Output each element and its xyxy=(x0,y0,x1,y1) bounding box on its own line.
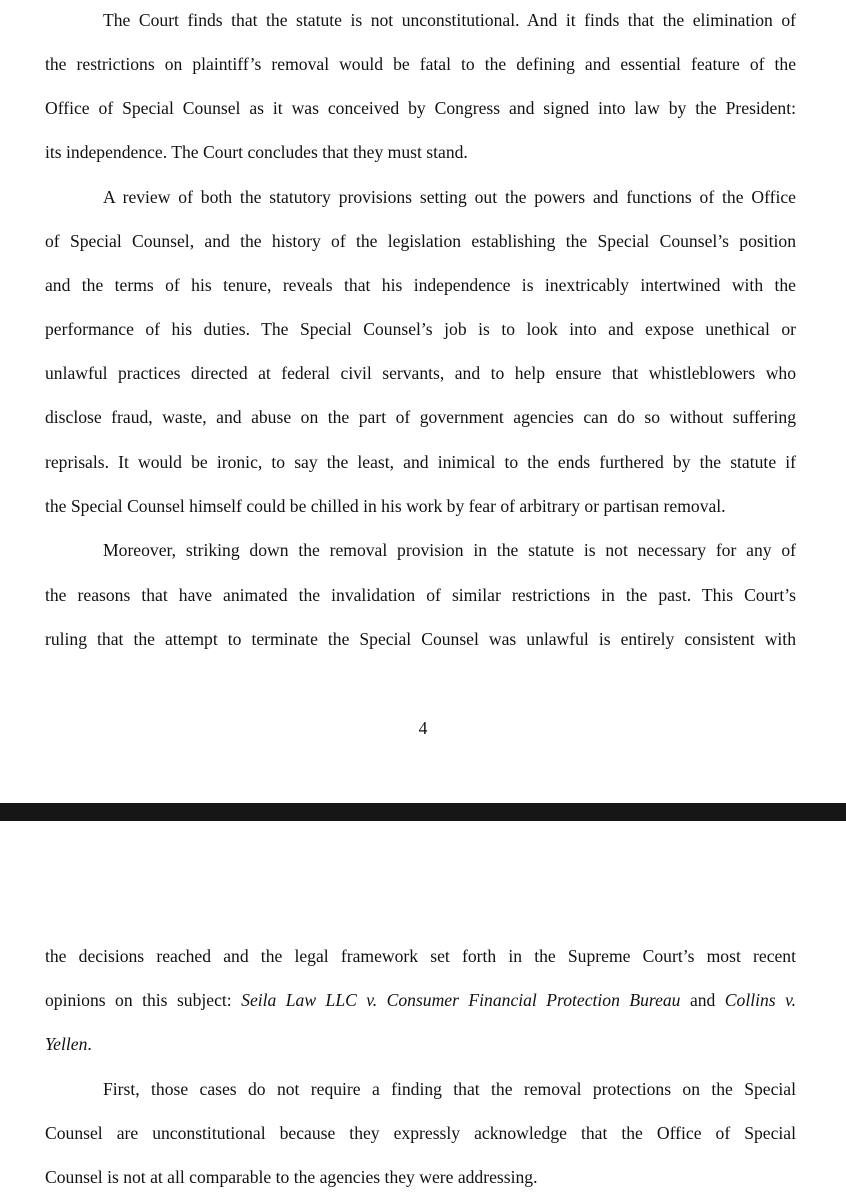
case-citation: Seila Law LLC v. Consumer Financial Protection Bureau xyxy=(241,990,681,1010)
text-line: and the terms of his tenure, reveals that his independence is inextricably intertwined with the xyxy=(45,275,796,295)
text-fragment: opinions on this subject: xyxy=(45,990,232,1010)
text-line: its independence. The Court concludes that they must stand. xyxy=(45,142,468,162)
text-fragment: and xyxy=(689,990,716,1010)
page-number: 4 xyxy=(418,718,428,738)
text-line: reprisals. It would be ironic, to say the least, and inimical to the ends furthered by the statute if xyxy=(45,452,796,472)
text-line: the reasons that have animated the invalidation of similar restrictions in the past. This Court’s xyxy=(45,585,796,605)
text-line: the Special Counsel himself could be chilled in his work by fear of arbitrary or partisan removal. xyxy=(45,496,726,516)
text-line: performance of his duties. The Special Counsel’s job is to look into and expose unethical or xyxy=(45,319,796,339)
text-line: of Special Counsel, and the history of the legislation establishing the Special Counsel’s position xyxy=(45,231,796,251)
page-divider xyxy=(0,803,846,821)
text-fragment: . xyxy=(87,1034,92,1054)
text-line: unlawful practices directed at federal civil servants, and to help ensure that whistleblowers who xyxy=(45,363,796,383)
text-line: Counsel are unconstitutional because they expressly acknowledge that the Office of Special xyxy=(45,1123,796,1143)
text-line: the restrictions on plaintiff’s removal would be fatal to the defining and essential feature of the xyxy=(45,54,796,74)
text-line: A review of both the statutory provisions setting out the powers and functions of the Office xyxy=(103,187,796,207)
text-line: Moreover, striking down the removal provision in the statute is not necessary for any of xyxy=(103,540,796,560)
text-line: ruling that the attempt to terminate the Special Counsel was unlawful is entirely consistent with xyxy=(45,629,796,649)
case-citation: Yellen xyxy=(45,1034,88,1054)
text-line-with-citations xyxy=(45,989,796,1011)
text-line xyxy=(45,1033,796,1055)
case-citation: Collins v. xyxy=(724,990,796,1010)
text-line: Office of Special Counsel as it was conceived by Congress and signed into law by the President: xyxy=(45,98,796,118)
text-line: The Court finds that the statute is not unconstitutional. And it finds that the elimination of xyxy=(103,10,796,30)
text-line: Counsel is not at all comparable to the agencies they were addressing. xyxy=(45,1167,538,1187)
text-line: First, those cases do not require a finding that the removal protections on the Special xyxy=(103,1079,796,1099)
text-line: disclose fraud, waste, and abuse on the part of government agencies can do so without suffering xyxy=(45,407,796,427)
text-line: the decisions reached and the legal framework set forth in the Supreme Court’s most recent xyxy=(45,946,796,966)
